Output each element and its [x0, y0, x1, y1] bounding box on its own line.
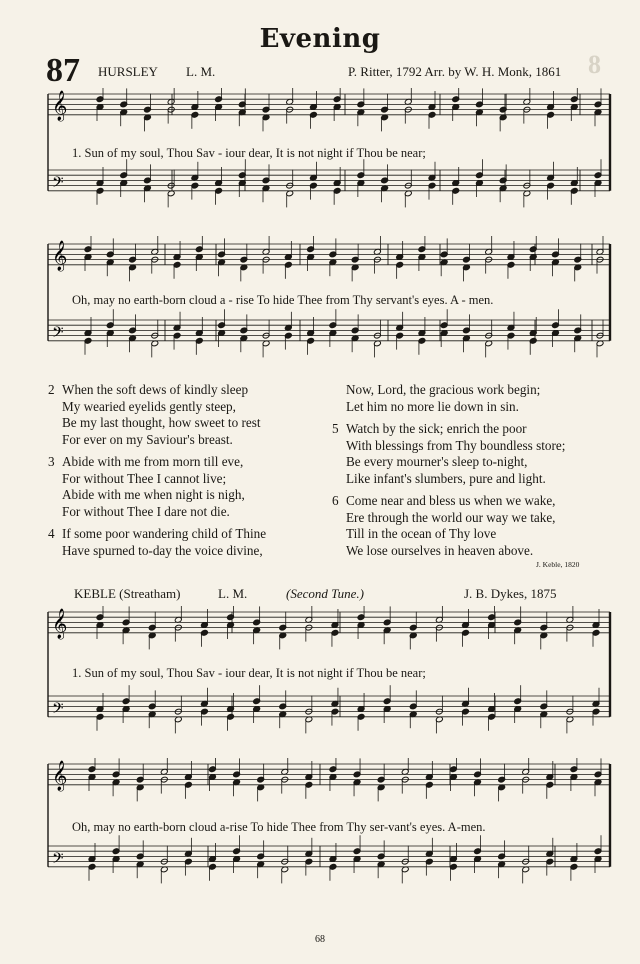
tune2-meter: L. M.	[218, 586, 248, 601]
verse-text: Come near and bless us when we wake,	[346, 493, 556, 508]
verse-text: Abide with me when night is nigh,	[62, 487, 245, 502]
verse-line	[332, 471, 565, 488]
verse-number: 4	[48, 526, 55, 541]
verse-text: Be every mourner's sleep to-night,	[346, 454, 528, 469]
tune2-name: KEBLE (Streatham)	[74, 586, 181, 601]
verse-text: Watch by the sick; enrich the poor	[346, 421, 527, 436]
verses-left-column	[48, 382, 266, 559]
verse-text: Ere through the world our way we take,	[346, 509, 556, 525]
verse-text: When the soft dews of kindly sleep	[62, 382, 249, 397]
verse-text: With blessings from Thy boundless store;	[346, 437, 566, 453]
treble-clef-icon: 𝄞	[52, 240, 68, 271]
bass-clef-icon: 𝄢	[52, 323, 64, 345]
treble-clef-icon: 𝄞	[52, 760, 68, 791]
bass-clef-icon: 𝄢	[52, 173, 64, 195]
verse-line	[332, 454, 565, 471]
tune1-composer: P. Ritter, 1792 Arr. by W. H. Monk, 1861	[348, 64, 562, 79]
verse-line	[332, 438, 565, 455]
verse-line	[48, 415, 266, 432]
verse-number: 5	[332, 421, 339, 436]
verse-text: For ever on my Saviour's breast.	[62, 431, 233, 447]
verse-text: Be my last thought, how sweet to rest	[62, 415, 261, 430]
verse-text: Like infant's slumbers, pure and light.	[346, 470, 546, 486]
hymn-number: 87	[46, 52, 80, 89]
tune1-lyric-line2: Oh, may no earth-born cloud a - rise To hide Thee from Thy servant's eyes. A - men.	[72, 293, 494, 307]
verse-text: My wearied eyelids gently steep,	[62, 398, 236, 414]
verse-line	[332, 382, 565, 399]
verse-text: For without Thee I cannot live;	[62, 470, 227, 486]
verse-line	[48, 399, 266, 416]
verse-number: 6	[332, 493, 339, 508]
verse-line	[48, 471, 266, 488]
verse-line	[48, 454, 266, 471]
tune2-lyric-line1: 1. Sun of my soul, Thou Sav - iour dear, It is not night if Thou be near;	[72, 666, 426, 680]
verse-text: Till in the ocean of Thy love	[346, 526, 497, 541]
treble-clef-icon: 𝄞	[52, 90, 68, 121]
verse-text: Now, Lord, the gracious work begin;	[346, 382, 541, 397]
verse-line	[332, 421, 565, 438]
verse-number: 3	[48, 454, 55, 469]
bleed-through-mark: 8	[588, 50, 601, 79]
bass-clef-icon: 𝄢	[52, 849, 64, 871]
verse-text: Let him no more lie down in sin.	[346, 398, 519, 414]
verse-line	[332, 510, 565, 527]
verse-line	[48, 526, 266, 543]
verse-text: Have spurned to-day the voice divine,	[62, 542, 263, 558]
author-credit: J. Keble, 1820	[536, 560, 580, 569]
page-number: 68	[315, 934, 325, 945]
verse-line	[48, 432, 266, 449]
verse-text: For without Thee I dare not die.	[62, 503, 230, 519]
verse-text: We lose ourselves in heaven above.	[346, 542, 534, 558]
tune2-composer: J. B. Dykes, 1875	[464, 586, 557, 601]
treble-clef-icon: 𝄞	[52, 608, 68, 639]
tune1-meter: L. M.	[186, 64, 216, 79]
tune2-note: (Second Tune.)	[286, 586, 364, 601]
tune1-name: HURSLEY	[98, 64, 158, 79]
verse-line	[332, 526, 565, 543]
verse-line	[48, 487, 266, 504]
verse-line	[332, 543, 565, 560]
verse-line	[48, 504, 266, 521]
verse-number: 2	[48, 382, 55, 397]
page-title: Evening	[259, 24, 381, 54]
bass-clef-icon: 𝄢	[52, 699, 64, 721]
verse-text: If some poor wandering child of Thine	[62, 526, 267, 541]
verse-line	[48, 543, 266, 560]
tune1-lyric-line1: 1. Sun of my soul, Thou Sav - iour dear, It is not night if Thou be near;	[72, 146, 426, 160]
verse-line	[332, 399, 565, 416]
verse-line	[48, 382, 266, 399]
tune2-lyric-line2: Oh, may no earth-born cloud a-rise To hide Thee from Thy ser-vant's eyes. A-men.	[72, 820, 486, 834]
verses-right-column	[332, 382, 565, 559]
verse-line	[332, 493, 565, 510]
verse-text: Abide with me from morn till eve,	[62, 454, 244, 469]
